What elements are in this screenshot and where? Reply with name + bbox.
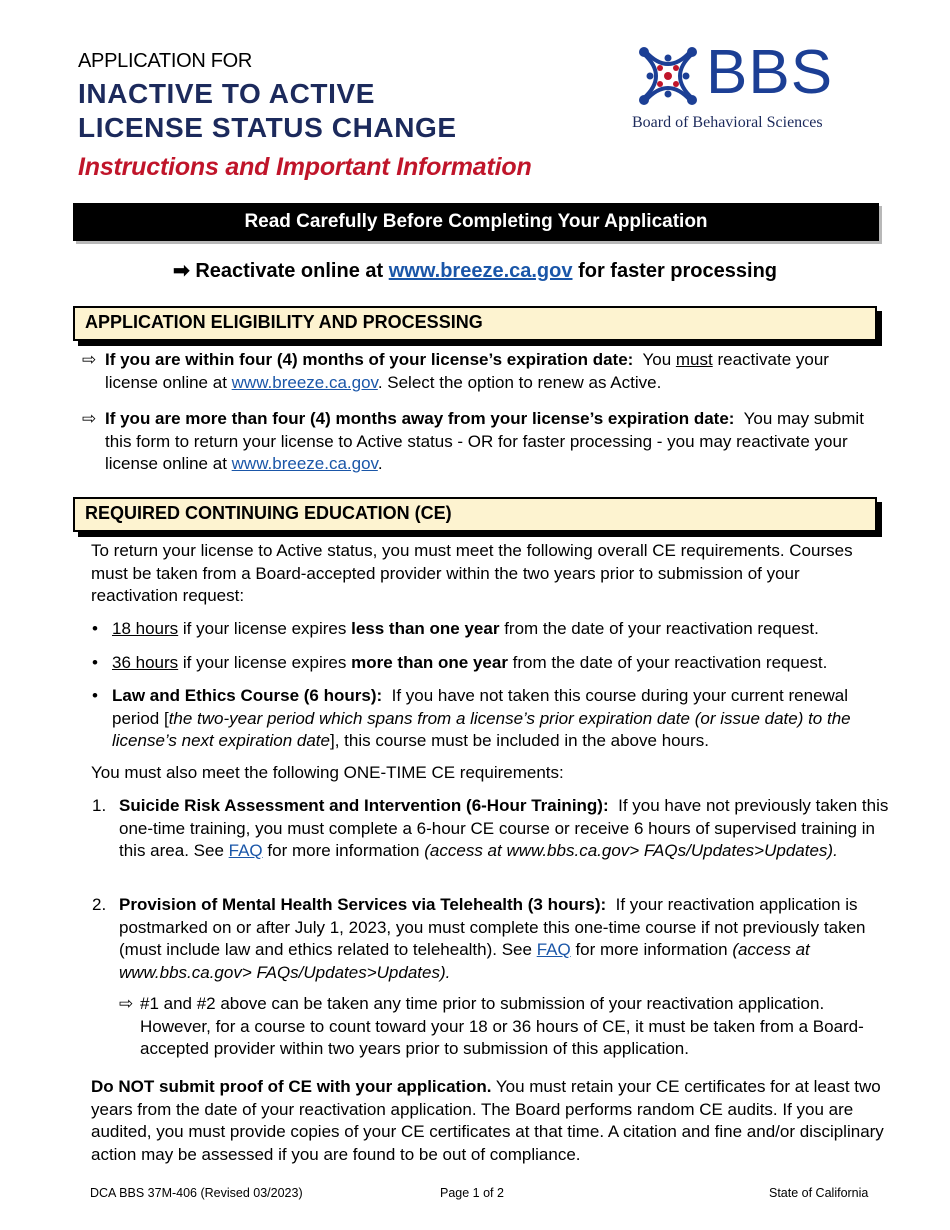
item-text: You — [642, 350, 672, 369]
bullet-icon: • — [92, 619, 98, 638]
item-text: . — [377, 454, 383, 473]
faq-link[interactable]: FAQ — [228, 841, 263, 860]
onetime-item-telehealth — [92, 894, 892, 984]
item-text: You may submit this form to return your license to Active status - OR for faster processing - you may reactivate your license online at — [105, 409, 864, 473]
breeze-link[interactable]: www.breeze.ca.gov — [231, 372, 378, 392]
closing-bold-text: Do NOT submit proof of CE with your application. — [91, 1077, 492, 1096]
molecule-logo-icon — [636, 44, 700, 108]
must-emphasis: must — [675, 350, 713, 369]
item-text: reactivate your license online at — [105, 350, 829, 392]
eligibility-item-within-four-months — [82, 349, 882, 394]
onetime-note — [119, 993, 894, 1061]
bbs-logo — [632, 38, 872, 138]
ce-intro: To return your license to Active status, you must meet the following overall CE requirements. Courses must be taken from a Board-accepted provider within the two years prior to submission of your reactivation request: — [91, 541, 853, 605]
item-italic-text: (access at www.bbs.ca.gov> FAQs/Updates>Updates). — [424, 841, 838, 860]
page-title-line2: LICENSE STATUS CHANGE — [78, 112, 457, 143]
footer-state: State of California — [769, 1186, 869, 1200]
ce-bullet-18-hours — [92, 618, 902, 641]
bullet-text: from the date of your reactivation request. — [512, 653, 828, 672]
section-heading-ce — [73, 497, 877, 532]
item-number: 2. — [92, 895, 107, 914]
item-text: . Select the option to renew as Active. — [377, 372, 662, 392]
hollow-arrow-icon: ⇨ — [82, 409, 97, 428]
hours-emphasis: 18 hours — [112, 619, 179, 638]
bullet-bold-text: less than one year — [351, 619, 500, 638]
item-bold-text: Suicide Risk Assessment and Intervention (6-Hour Training): — [119, 796, 609, 815]
bullet-icon: • — [92, 686, 98, 705]
bullet-text: If you have not taken this course during your current renewal period [ — [112, 686, 849, 728]
section-heading-text: APPLICATION ELIGIBILITY AND PROCESSING — [85, 312, 483, 332]
bullet-text: from the date of your reactivation request. — [504, 619, 819, 638]
bullet-text: ], this course must be included in the above hours. — [330, 731, 709, 750]
ce-bullet-36-hours — [92, 652, 902, 675]
bullet-bold-text: Law and Ethics Course (6 hours): — [112, 686, 383, 705]
item-bold-text: Provision of Mental Health Services via Telehealth (3 hours): — [119, 895, 607, 914]
ce-bullet-law-ethics — [92, 685, 892, 753]
logo-letters: BBS — [706, 38, 834, 107]
page-title-line1: INACTIVE TO ACTIVE — [78, 78, 376, 109]
section-heading-text: REQUIRED CONTINUING EDUCATION (CE) — [85, 503, 452, 523]
banner-text: Read Carefully Before Completing Your Application — [244, 211, 708, 232]
item-bold-text: If you are within four (4) months of your license’s expiration date: — [105, 350, 634, 369]
onetime-intro: You must also meet the following ONE-TIME CE requirements: — [91, 763, 564, 782]
read-carefully-banner — [73, 203, 879, 241]
bullet-italic-text: the two-year period which spans from a license’s prior expiration date (or issue date) to the license’s next expiration date — [112, 708, 851, 750]
item-bold-text: If you are more than four (4) months away from your license’s expiration date: — [105, 409, 735, 428]
application-for-label: APPLICATION FOR — [78, 50, 253, 72]
closing-text: You must retain your CE certificates for at least two years from the date of your reactivation application. The Board performs random CE audits. If you are audited, you must provide copies of your CE certificates at that time. A citation and fine and/or disciplinary action may be assessed if you are found to be out of compliance. — [91, 1077, 884, 1164]
breeze-link[interactable]: www.breeze.ca.gov — [231, 454, 378, 473]
eligibility-item-more-than-four-months — [82, 408, 882, 476]
item-text: If you have not previously taken this one-time training, you must complete a 6-hour CE course or receive 6 hours of supervised training in this area. See — [119, 796, 889, 860]
online-notice-suffix: for faster processing — [578, 260, 778, 282]
page-subtitle: Instructions and Important Information — [78, 153, 532, 181]
section-heading-eligibility — [73, 306, 877, 341]
note-text: #1 and #2 above can be taken any time prior to submission of your reactivation application. However, for a course to count toward your 18 or 36 hours of CE, it must be taken from a Board-accepted provider within two years prior to submission of this application. — [140, 994, 864, 1058]
ce-closing — [91, 1076, 891, 1166]
breeze-link[interactable]: www.breeze.ca.gov — [388, 260, 573, 282]
onetime-item-suicide-risk — [92, 795, 892, 863]
item-text: If your reactivation application is postmarked on or after July 1, 2023, you must complete this one-time course if not previously taken (must include law and ethics related to telehealth). See — [119, 895, 866, 959]
bullet-bold-text: more than one year — [351, 653, 508, 672]
bullet-text: if your license expires — [182, 619, 347, 638]
footer-form-id: DCA BBS 37M-406 (Revised 03/2023) — [90, 1186, 303, 1200]
hollow-arrow-icon: ⇨ — [82, 350, 97, 369]
online-notice — [0, 258, 950, 283]
hours-emphasis: 36 hours — [112, 653, 179, 672]
hollow-arrow-icon: ⇨ — [119, 994, 134, 1013]
bullet-icon: • — [92, 653, 98, 672]
online-notice-prefix: Reactivate online at — [195, 260, 384, 282]
right-arrow-icon: ➡ — [172, 260, 190, 282]
item-text: for more information — [575, 940, 728, 959]
faq-link[interactable]: FAQ — [536, 940, 571, 959]
item-text: for more information — [267, 841, 420, 860]
item-italic-text: (access at www.bbs.ca.gov> FAQs/Updates>Updates). — [119, 940, 810, 982]
logo-caption: Board of Behavioral Sciences — [632, 114, 823, 131]
bullet-text: if your license expires — [182, 653, 347, 672]
item-number: 1. — [92, 796, 107, 815]
footer-page-number: Page 1 of 2 — [440, 1186, 504, 1200]
